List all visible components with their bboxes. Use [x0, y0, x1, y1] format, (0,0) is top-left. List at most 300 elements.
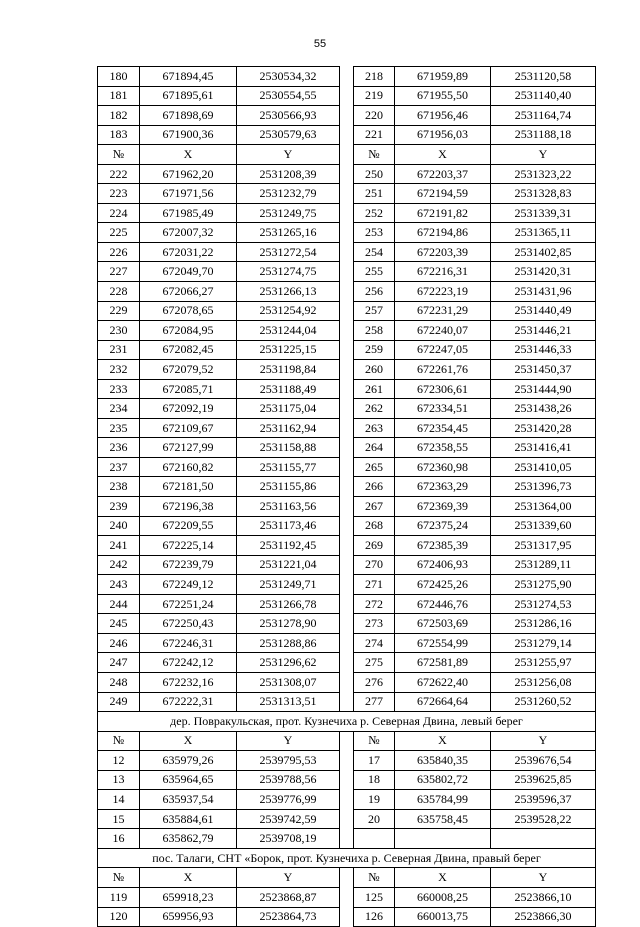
- point-number: 231: [98, 340, 140, 360]
- header-row: [98, 868, 596, 888]
- coord-x: 672664,64: [395, 692, 491, 712]
- point-number: 275: [354, 653, 395, 673]
- table-row: [98, 301, 596, 321]
- point-number: 255: [354, 262, 395, 282]
- column-gap: [340, 751, 354, 771]
- point-number: 12: [98, 751, 140, 771]
- coord-x: 672203,37: [395, 164, 491, 184]
- point-number: 218: [354, 67, 395, 87]
- coord-y: 2531265,16: [237, 223, 340, 243]
- point-number: 120: [98, 907, 140, 927]
- point-number: 236: [98, 438, 140, 458]
- coord-x: 672181,50: [140, 477, 237, 497]
- coord-x: 660013,75: [395, 907, 491, 927]
- coord-y: 2531256,08: [491, 672, 596, 692]
- coord-x: 671985,49: [140, 203, 237, 223]
- coord-x: 659956,93: [140, 907, 237, 927]
- point-number: 220: [354, 106, 395, 126]
- coord-x: 672079,52: [140, 360, 237, 380]
- point-number: 249: [98, 692, 140, 712]
- coord-x: 671955,50: [395, 86, 491, 106]
- table-row: [98, 106, 596, 126]
- column-gap: [340, 536, 354, 556]
- coord-x: 672250,43: [140, 614, 237, 634]
- column-gap: [340, 321, 354, 341]
- coord-x: 672092,19: [140, 399, 237, 419]
- point-number: 254: [354, 242, 395, 262]
- coord-x: 672066,27: [140, 282, 237, 302]
- column-gap: [340, 477, 354, 497]
- column-gap: [340, 399, 354, 419]
- point-number: 276: [354, 672, 395, 692]
- coord-y: 2531446,33: [491, 340, 596, 360]
- column-gap: [340, 809, 354, 829]
- point-number: 219: [354, 86, 395, 106]
- coord-x: 672209,55: [140, 516, 237, 536]
- coord-x: 672360,98: [395, 457, 491, 477]
- coord-y: 2531339,60: [491, 516, 596, 536]
- coord-x: 671894,45: [140, 67, 237, 87]
- section-title-row: [98, 712, 596, 732]
- coord-x: 672194,59: [395, 184, 491, 204]
- point-number: 233: [98, 379, 140, 399]
- coord-x: 672007,32: [140, 223, 237, 243]
- point-number: 271: [354, 575, 395, 595]
- header-num: №: [98, 145, 140, 165]
- coord-y: 2531198,84: [237, 360, 340, 380]
- column-gap: [340, 360, 354, 380]
- point-number: [354, 829, 395, 849]
- point-number: 125: [354, 887, 395, 907]
- coord-y: 2523864,73: [237, 907, 340, 927]
- point-number: 247: [98, 653, 140, 673]
- coord-x: 672231,29: [395, 301, 491, 321]
- point-number: 251: [354, 184, 395, 204]
- coord-y: 2530554,55: [237, 86, 340, 106]
- coord-y: 2539742,59: [237, 809, 340, 829]
- coord-y: 2531274,75: [237, 262, 340, 282]
- header-num: №: [354, 145, 395, 165]
- point-number: 16: [98, 829, 140, 849]
- coord-x: 672242,12: [140, 653, 237, 673]
- point-number: 17: [354, 751, 395, 771]
- coord-y: 2531175,04: [237, 399, 340, 419]
- table-row: [98, 751, 596, 771]
- coord-x: 672375,24: [395, 516, 491, 536]
- coord-x: 671959,89: [395, 67, 491, 87]
- coord-x: 635979,26: [140, 751, 237, 771]
- point-number: 267: [354, 497, 395, 517]
- point-number: 241: [98, 536, 140, 556]
- column-gap: [340, 575, 354, 595]
- table-row: [98, 790, 596, 810]
- column-gap: [340, 692, 354, 712]
- header-x: X: [395, 868, 491, 888]
- table-row: [98, 829, 596, 849]
- point-number: 225: [98, 223, 140, 243]
- coord-y: 2531444,90: [491, 379, 596, 399]
- coord-x: 672358,55: [395, 438, 491, 458]
- point-number: 226: [98, 242, 140, 262]
- coord-x: 635802,72: [395, 770, 491, 790]
- coord-x: 672503,69: [395, 614, 491, 634]
- point-number: 19: [354, 790, 395, 810]
- coord-x: 672622,40: [395, 672, 491, 692]
- header-x: X: [140, 868, 237, 888]
- coord-y: 2531254,92: [237, 301, 340, 321]
- point-number: 181: [98, 86, 140, 106]
- coord-y: 2539795,53: [237, 751, 340, 771]
- coord-x: 659918,23: [140, 887, 237, 907]
- coord-x: [395, 829, 491, 849]
- coord-x: 671962,20: [140, 164, 237, 184]
- coord-y: 2531120,58: [491, 67, 596, 87]
- point-number: 270: [354, 555, 395, 575]
- point-number: 253: [354, 223, 395, 243]
- table-row: [98, 536, 596, 556]
- point-number: 234: [98, 399, 140, 419]
- point-number: 224: [98, 203, 140, 223]
- coord-x: 672406,93: [395, 555, 491, 575]
- coord-y: 2531140,40: [491, 86, 596, 106]
- coord-x: 635964,65: [140, 770, 237, 790]
- coord-x: 671898,69: [140, 106, 237, 126]
- coord-y: 2531420,28: [491, 418, 596, 438]
- coord-y: 2531249,75: [237, 203, 340, 223]
- header-num: №: [98, 731, 140, 751]
- section-title-row: [98, 848, 596, 868]
- coord-x: 672084,95: [140, 321, 237, 341]
- point-number: 261: [354, 379, 395, 399]
- table-row: [98, 379, 596, 399]
- table-row: [98, 340, 596, 360]
- coord-y: 2531416,41: [491, 438, 596, 458]
- header-x: X: [140, 145, 237, 165]
- point-number: 257: [354, 301, 395, 321]
- coord-y: 2531317,95: [491, 536, 596, 556]
- point-number: 268: [354, 516, 395, 536]
- coord-x: 672085,71: [140, 379, 237, 399]
- coord-y: 2531192,45: [237, 536, 340, 556]
- coord-x: 672261,76: [395, 360, 491, 380]
- coord-y: 2531279,14: [491, 633, 596, 653]
- point-number: 239: [98, 497, 140, 517]
- coord-x: 672306,61: [395, 379, 491, 399]
- point-number: 264: [354, 438, 395, 458]
- coord-y: 2531364,00: [491, 497, 596, 517]
- column-gap: [340, 67, 354, 87]
- column-gap: [340, 516, 354, 536]
- point-number: 273: [354, 614, 395, 634]
- point-number: 277: [354, 692, 395, 712]
- header-y: Y: [237, 145, 340, 165]
- header-y: Y: [237, 731, 340, 751]
- column-gap: [340, 301, 354, 321]
- point-number: 263: [354, 418, 395, 438]
- coord-y: 2531288,86: [237, 633, 340, 653]
- table-row: [98, 67, 596, 87]
- coord-x: 672225,14: [140, 536, 237, 556]
- coord-x: 672194,86: [395, 223, 491, 243]
- point-number: 238: [98, 477, 140, 497]
- point-number: 246: [98, 633, 140, 653]
- table-row: [98, 86, 596, 106]
- coord-x: 672363,29: [395, 477, 491, 497]
- point-number: 260: [354, 360, 395, 380]
- coord-y: 2531446,21: [491, 321, 596, 341]
- point-number: 248: [98, 672, 140, 692]
- point-number: 182: [98, 106, 140, 126]
- coord-y: 2539596,37: [491, 790, 596, 810]
- coord-x: 672249,12: [140, 575, 237, 595]
- coord-x: 672031,22: [140, 242, 237, 262]
- coord-x: 672554,99: [395, 633, 491, 653]
- table-row: [98, 418, 596, 438]
- point-number: 229: [98, 301, 140, 321]
- coord-y: 2531286,16: [491, 614, 596, 634]
- coord-y: [491, 829, 596, 849]
- point-number: 237: [98, 457, 140, 477]
- coord-y: 2523866,10: [491, 887, 596, 907]
- point-number: 272: [354, 594, 395, 614]
- table-row: [98, 497, 596, 517]
- coord-y: 2539625,85: [491, 770, 596, 790]
- column-gap: [340, 145, 354, 165]
- coord-y: 2531440,49: [491, 301, 596, 321]
- coord-x: 672191,82: [395, 203, 491, 223]
- point-number: 266: [354, 477, 395, 497]
- coord-x: 672385,39: [395, 536, 491, 556]
- coord-y: 2531162,94: [237, 418, 340, 438]
- header-x: X: [140, 731, 237, 751]
- point-number: 242: [98, 555, 140, 575]
- coord-y: 2531173,46: [237, 516, 340, 536]
- coord-x: 671956,03: [395, 125, 491, 145]
- coord-x: 672425,26: [395, 575, 491, 595]
- coord-y: 2531255,97: [491, 653, 596, 673]
- point-number: 221: [354, 125, 395, 145]
- coord-y: 2531188,18: [491, 125, 596, 145]
- coord-y: 2539788,56: [237, 770, 340, 790]
- column-gap: [340, 672, 354, 692]
- coord-y: 2531272,54: [237, 242, 340, 262]
- column-gap: [340, 262, 354, 282]
- coord-y: 2531450,37: [491, 360, 596, 380]
- point-number: 230: [98, 321, 140, 341]
- header-x: X: [395, 731, 491, 751]
- column-gap: [340, 594, 354, 614]
- coord-y: 2531164,74: [491, 106, 596, 126]
- coord-y: 2531365,11: [491, 223, 596, 243]
- point-number: 244: [98, 594, 140, 614]
- point-number: 259: [354, 340, 395, 360]
- coord-x: 671895,61: [140, 86, 237, 106]
- header-num: №: [354, 868, 395, 888]
- table-row: [98, 672, 596, 692]
- coord-y: 2531328,83: [491, 184, 596, 204]
- coord-y: 2531289,11: [491, 555, 596, 575]
- coord-y: 2523866,30: [491, 907, 596, 927]
- column-gap: [340, 497, 354, 517]
- table-row: [98, 399, 596, 419]
- coord-x: 672078,65: [140, 301, 237, 321]
- table-row: [98, 164, 596, 184]
- coord-x: 672127,99: [140, 438, 237, 458]
- coord-y: 2531410,05: [491, 457, 596, 477]
- point-number: 256: [354, 282, 395, 302]
- column-gap: [340, 653, 354, 673]
- coord-x: 672354,45: [395, 418, 491, 438]
- table-row: [98, 282, 596, 302]
- table-row: [98, 653, 596, 673]
- table-row: [98, 692, 596, 712]
- table-row: [98, 809, 596, 829]
- column-gap: [340, 438, 354, 458]
- coord-y: 2531155,86: [237, 477, 340, 497]
- coord-y: 2531266,13: [237, 282, 340, 302]
- table-row: [98, 555, 596, 575]
- coord-x: 635884,61: [140, 809, 237, 829]
- coord-y: 2531266,78: [237, 594, 340, 614]
- coord-y: 2531225,15: [237, 340, 340, 360]
- coord-x: 635840,35: [395, 751, 491, 771]
- coord-x: 672251,24: [140, 594, 237, 614]
- column-gap: [340, 184, 354, 204]
- coord-x: 635862,79: [140, 829, 237, 849]
- table-row: [98, 594, 596, 614]
- header-y: Y: [491, 868, 596, 888]
- coord-x: 672446,76: [395, 594, 491, 614]
- coord-y: 2531221,04: [237, 555, 340, 575]
- column-gap: [340, 868, 354, 888]
- point-number: 13: [98, 770, 140, 790]
- coord-x: 672160,82: [140, 457, 237, 477]
- coord-y: 2531402,85: [491, 242, 596, 262]
- coord-y: 2531278,90: [237, 614, 340, 634]
- table-row: [98, 516, 596, 536]
- point-number: 223: [98, 184, 140, 204]
- column-gap: [340, 790, 354, 810]
- coord-x: 672247,05: [395, 340, 491, 360]
- coord-x: 672203,39: [395, 242, 491, 262]
- coord-x: 672196,38: [140, 497, 237, 517]
- header-row: [98, 731, 596, 751]
- column-gap: [340, 86, 354, 106]
- coord-y: 2531188,49: [237, 379, 340, 399]
- point-number: 243: [98, 575, 140, 595]
- point-number: 183: [98, 125, 140, 145]
- coord-x: 672049,70: [140, 262, 237, 282]
- coord-x: 671971,56: [140, 184, 237, 204]
- coord-y: 2531308,07: [237, 672, 340, 692]
- coord-y: 2530566,93: [237, 106, 340, 126]
- table-row: [98, 770, 596, 790]
- column-gap: [340, 457, 354, 477]
- point-number: 15: [98, 809, 140, 829]
- coord-y: 2531296,62: [237, 653, 340, 673]
- coord-y: 2531274,53: [491, 594, 596, 614]
- column-gap: [340, 614, 354, 634]
- point-number: 20: [354, 809, 395, 829]
- coord-y: 2539708,19: [237, 829, 340, 849]
- column-gap: [340, 770, 354, 790]
- section-title: пос. Талаги, СНТ «Борок, прот. Кузнечиха р. Северная Двина, правый берег: [98, 848, 596, 868]
- point-number: 180: [98, 67, 140, 87]
- coord-y: 2531155,77: [237, 457, 340, 477]
- coord-x: 635937,54: [140, 790, 237, 810]
- coord-y: 2531163,56: [237, 497, 340, 517]
- coord-x: 672240,07: [395, 321, 491, 341]
- header-row: [98, 145, 596, 165]
- coord-x: 672246,31: [140, 633, 237, 653]
- coord-y: 2531158,88: [237, 438, 340, 458]
- coord-y: 2531339,31: [491, 203, 596, 223]
- point-number: 258: [354, 321, 395, 341]
- coord-x: 672082,45: [140, 340, 237, 360]
- coord-x: 671900,36: [140, 125, 237, 145]
- table-row: [98, 887, 596, 907]
- coord-y: 2531244,04: [237, 321, 340, 341]
- column-gap: [340, 633, 354, 653]
- point-number: 126: [354, 907, 395, 927]
- header-num: №: [354, 731, 395, 751]
- coord-x: 672334,51: [395, 399, 491, 419]
- point-number: 227: [98, 262, 140, 282]
- point-number: 265: [354, 457, 395, 477]
- column-gap: [340, 242, 354, 262]
- page-number: 55: [313, 38, 327, 50]
- column-gap: [340, 164, 354, 184]
- column-gap: [340, 203, 354, 223]
- coord-x: 672581,89: [395, 653, 491, 673]
- column-gap: [340, 555, 354, 575]
- table-row: [98, 223, 596, 243]
- coord-x: 672216,31: [395, 262, 491, 282]
- table-row: [98, 125, 596, 145]
- coord-y: 2531323,22: [491, 164, 596, 184]
- coord-y: 2531232,79: [237, 184, 340, 204]
- point-number: 119: [98, 887, 140, 907]
- header-y: Y: [491, 731, 596, 751]
- column-gap: [340, 829, 354, 849]
- coord-y: 2531260,52: [491, 692, 596, 712]
- header-num: №: [98, 868, 140, 888]
- coord-x: 672222,31: [140, 692, 237, 712]
- table-row: [98, 321, 596, 341]
- table-row: [98, 184, 596, 204]
- coord-y: 2539676,54: [491, 751, 596, 771]
- coord-x: 635784,99: [395, 790, 491, 810]
- column-gap: [340, 223, 354, 243]
- coord-y: 2523868,87: [237, 887, 340, 907]
- column-gap: [340, 340, 354, 360]
- table-row: [98, 262, 596, 282]
- coord-y: 2531208,39: [237, 164, 340, 184]
- coord-x: 672109,67: [140, 418, 237, 438]
- header-y: Y: [237, 868, 340, 888]
- coord-y: 2530534,32: [237, 67, 340, 87]
- table-row: [98, 907, 596, 927]
- column-gap: [340, 907, 354, 927]
- header-y: Y: [491, 145, 596, 165]
- coord-x: 635758,45: [395, 809, 491, 829]
- point-number: 232: [98, 360, 140, 380]
- point-number: 269: [354, 536, 395, 556]
- coord-y: 2531313,51: [237, 692, 340, 712]
- table-row: [98, 457, 596, 477]
- coord-y: 2531438,26: [491, 399, 596, 419]
- coord-x: 660008,25: [395, 887, 491, 907]
